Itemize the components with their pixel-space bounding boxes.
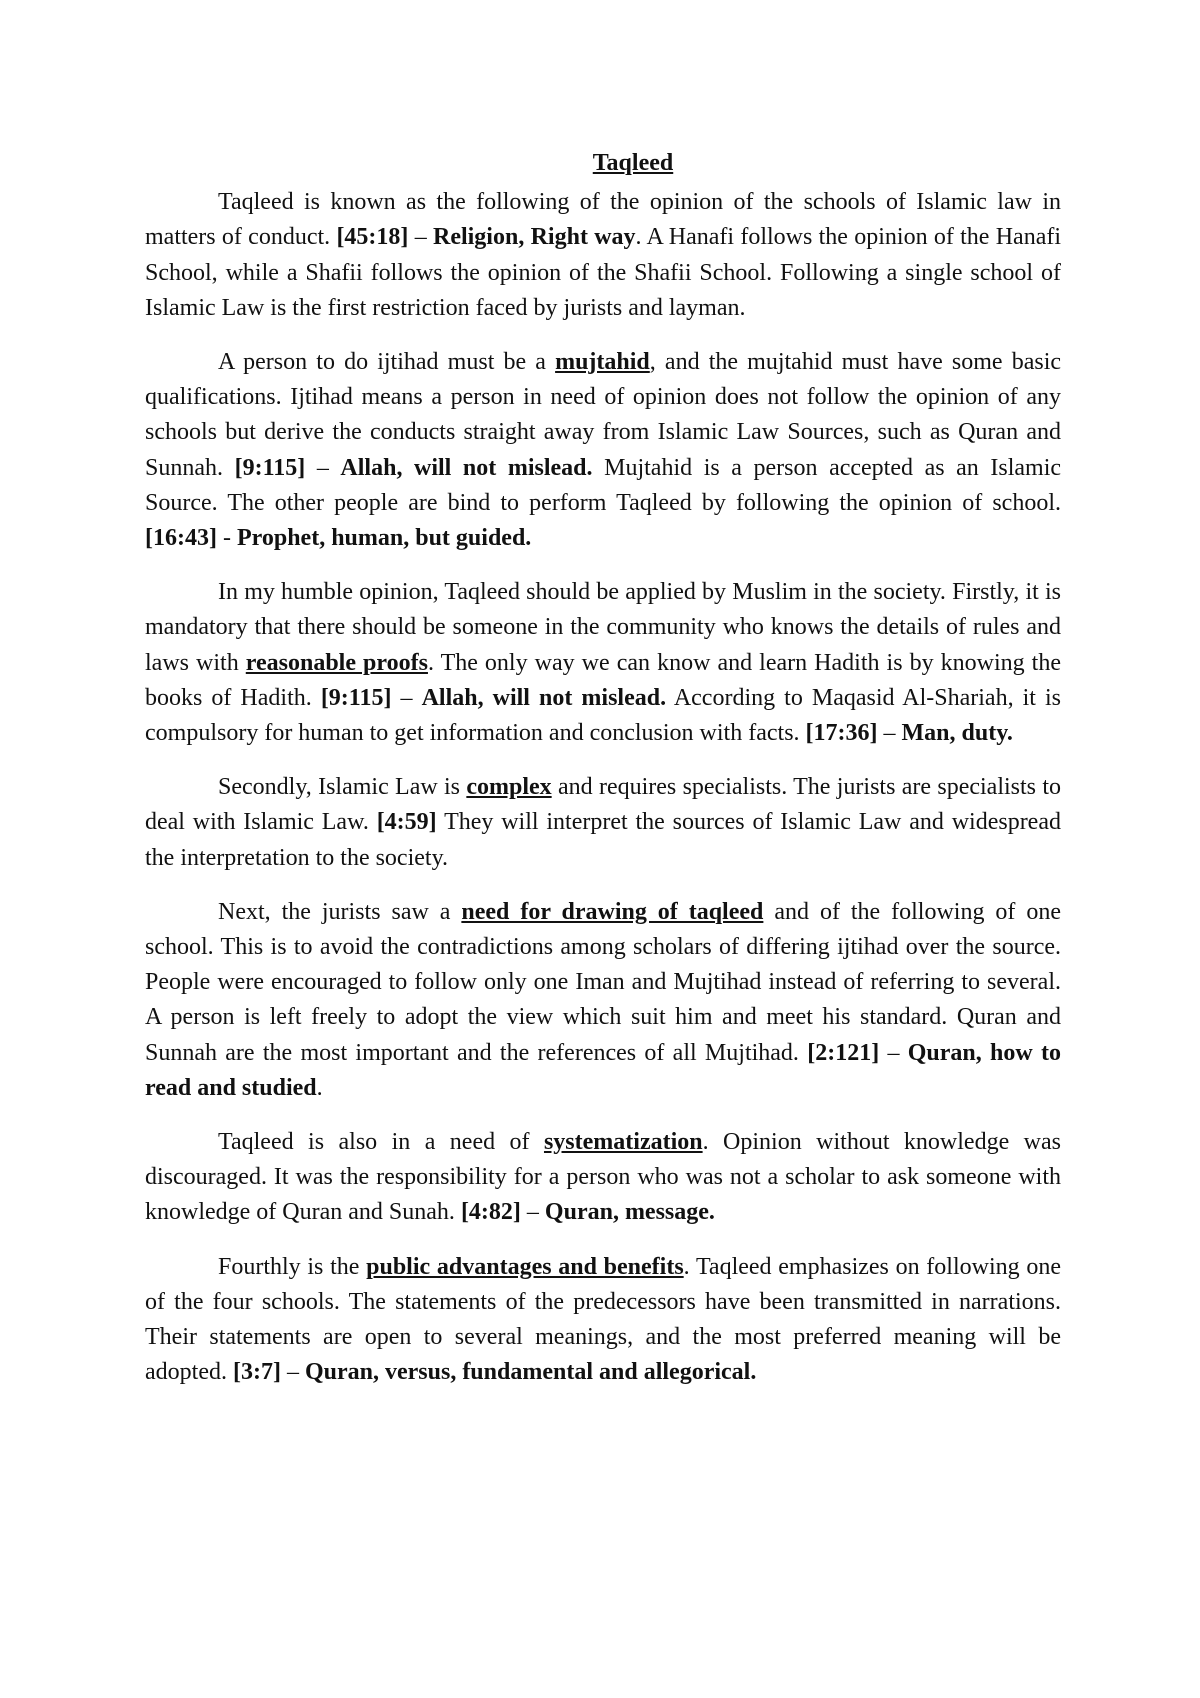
paragraph [145,185,1061,326]
body-text: According to Maqasid Al-Shariah, it is compulsory for human to get information and conclusion with facts. [145,684,1062,747]
bold-reference-text: Allah, will not mislead. [421,684,667,711]
bold-reference-text: [45:18] [336,224,409,251]
bold-reference-text: [9:115] [234,454,306,481]
paragraph [145,345,1061,556]
bold-reference-text: [9:115] [320,684,392,711]
bold-reference-text: Quran, message. [544,1199,715,1226]
bold-reference-text: Man, duty. [901,720,1013,747]
bold-reference-text: [4:59] [376,809,437,836]
document-body [145,146,1061,1410]
bold-reference-text: Quran, how to read and studied [145,1039,1062,1101]
emphasized-term: complex [466,774,552,801]
bold-reference-text: [2:121] [807,1039,880,1066]
body-text: In my humble opinion, Taqleed should be applied by Muslim in the society. Firstly, it is mandatory that there should be someone in the community who knows the details of rules and laws with [145,579,1061,676]
body-text: Secondly, Islamic Law is [218,774,467,801]
emphasized-term: reasonable proofs [245,649,428,676]
paragraph [145,895,1061,1106]
body-text: Mujtahid is a person accepted as an Islamic Source. The other people are bind to perform Taqleed by following the opinion of school. [145,454,1062,516]
emphasized-term: systematization [543,1129,703,1156]
body-text: – [879,1039,908,1066]
body-text: . The only way we can know and learn Hadith is by knowing the books of Hadith. [145,649,1062,711]
paragraph [145,770,1061,876]
body-text: . Taqleed emphasizes on following one of the four schools. The statements of the predecessors have been transmitted in narrations. Their statements are open to several meanings, and the most preferred meaning will be adopted. [145,1253,1061,1386]
body-text: Taqleed is known as the following of the opinion of the schools of Islamic law in matters of conduct. [145,189,1061,251]
bold-reference-text: Quran, versus, fundamental and allegorical. [304,1359,757,1386]
body-text: They will interpret the sources of Islamic Law and widespread the interpretation to the society. [145,809,1061,871]
body-text: Taqleed is also in a need of [218,1129,544,1156]
bold-reference-text: Prophet, human, but guided. [236,525,532,552]
body-text: - [216,525,237,552]
body-text: – [305,454,341,481]
bold-reference-text: [4:82] [460,1199,521,1226]
body-text: . Opinion without knowledge was discouraged. It was the responsibility for a person who was not a scholar to ask someone with knowledge of Quran and Sunah. [145,1129,1061,1226]
body-text: – [520,1199,545,1226]
body-text: – [280,1359,305,1386]
document-title: Taqleed [592,150,674,176]
paragraph [145,1125,1061,1231]
body-text: . A Hanafi follows the opinion of the Hanafi School, while a Shafii follows the opinion of the Shafii School. Following a single school of Islamic Law is the first restriction faced by jurists and layman. [145,224,1062,321]
bold-reference-text: [16:43] [145,525,217,552]
emphasized-term: public advantages and benefits [366,1253,684,1280]
body-text: – [408,224,433,251]
paragraph-list [145,185,1061,1390]
body-text: and requires specialists. The jurists are specialists to deal with Islamic Law. [145,774,1061,836]
paragraph [145,1250,1061,1391]
body-text: – [391,684,422,711]
emphasized-term: need for drawing of taqleed [461,898,764,925]
body-text: , and the mujtahid must have some basic qualifications. Ijtihad means a person in need of opinion does not follow the opinion of any schools but derive the conducts straight away from Islamic Law Sources, such as Quran and Sunnah. [145,349,1062,481]
body-text: . [316,1074,323,1101]
bold-reference-text: [3:7] [232,1359,281,1386]
emphasized-term: mujtahid [555,349,650,376]
body-text: Next, the jurists saw a [218,898,462,925]
bold-reference-text: Allah, will not mislead. [340,454,593,481]
bold-reference-text: [17:36] [805,720,878,747]
bold-reference-text: Religion, Right way [432,224,636,251]
body-text: A person to do ijtihad must be a [218,349,556,376]
body-text: and of the following of one school. This is to avoid the contradictions among scholars of differing ijtihad over the source. People were encouraged to follow only one Iman and Mujtihad instead of referring to several. A person is left freely to adopt the view which suit him and meet his standard. Quran and Sunnah are the most important and the references of all Mujtihad. [145,898,1062,1066]
paragraph [145,575,1061,751]
body-text: Fourthly is the [218,1253,367,1280]
body-text: – [877,720,902,747]
